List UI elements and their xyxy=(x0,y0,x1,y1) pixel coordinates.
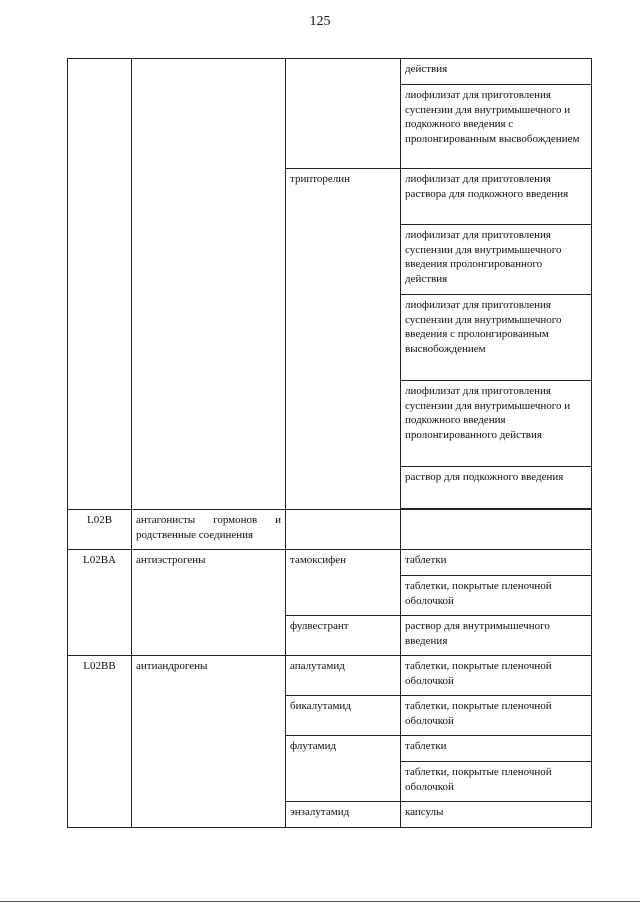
dosage-form-cell: таблетки xyxy=(401,550,592,576)
drug-name-cell: энзалутамид xyxy=(286,802,401,828)
drug-name-cell: фулвестрант xyxy=(286,616,401,656)
drug-name-cell: бикалутамид xyxy=(286,696,401,736)
dosage-form-cell: лиофилизат для приготовления суспензии для внутримышечного и подкожного введения пролонгированного действия xyxy=(401,381,592,467)
dosage-form-cell: лиофилизат для приготовления суспензии для внутримышечного введения с пролонгированным высвобождением xyxy=(401,295,592,381)
page-bottom-rule xyxy=(0,901,640,902)
drug-name-cell: апалутамид xyxy=(286,656,401,696)
drug-name-cell: флутамид xyxy=(286,736,401,802)
dosage-form-cell: таблетки, покрытые пленочной оболочкой xyxy=(401,696,592,736)
group-name-cell: антагонисты гормонов и родственные соединения xyxy=(132,510,286,550)
table-row xyxy=(68,510,592,550)
atc-code-cell: L02BB xyxy=(68,656,132,828)
dosage-form-cell: таблетки, покрытые пленочной оболочкой xyxy=(401,656,592,696)
drug-name-cell: тамоксифен xyxy=(286,550,401,616)
dosage-form-cell xyxy=(401,510,592,550)
drug-name-cell xyxy=(286,510,401,550)
table-row xyxy=(68,656,592,696)
dosage-form-cell: лиофилизат для приготовления суспензии для внутримышечного введения пролонгированного действия xyxy=(401,225,592,295)
dosage-form-cell: таблетки, покрытые пленочной оболочкой xyxy=(401,576,592,616)
table-row xyxy=(68,59,592,85)
dosage-form-cell: раствор для подкожного введения xyxy=(401,467,592,509)
dosage-form-cell: капсулы xyxy=(401,802,592,828)
group-name-cell: антиандрогены xyxy=(132,656,286,828)
dosage-form-cell: действия xyxy=(401,59,592,85)
drug-name-cell xyxy=(286,59,401,169)
page-number: 125 xyxy=(309,14,331,29)
table-row xyxy=(68,550,592,576)
dosage-form-cell: таблетки xyxy=(401,736,592,762)
group-name-cell xyxy=(132,59,286,510)
group-name-cell: антиэстрогены xyxy=(132,550,286,656)
dosage-form-cell: лиофилизат для приготовления раствора для подкожного введения xyxy=(401,169,592,225)
drug-name-cell: трипторелин xyxy=(286,169,401,510)
dosage-form-cell: раствор для внутримышечного введения xyxy=(401,616,592,656)
atc-code-cell: L02BA xyxy=(68,550,132,656)
dosage-form-cell: лиофилизат для приготовления суспензии для внутримышечного и подкожного введения с пролонгированным высвобождением xyxy=(401,85,592,169)
atc-code-cell xyxy=(68,59,132,510)
dosage-form-cell: таблетки, покрытые пленочной оболочкой xyxy=(401,762,592,802)
drug-classification-table xyxy=(67,58,592,828)
atc-code-cell: L02B xyxy=(68,510,132,550)
